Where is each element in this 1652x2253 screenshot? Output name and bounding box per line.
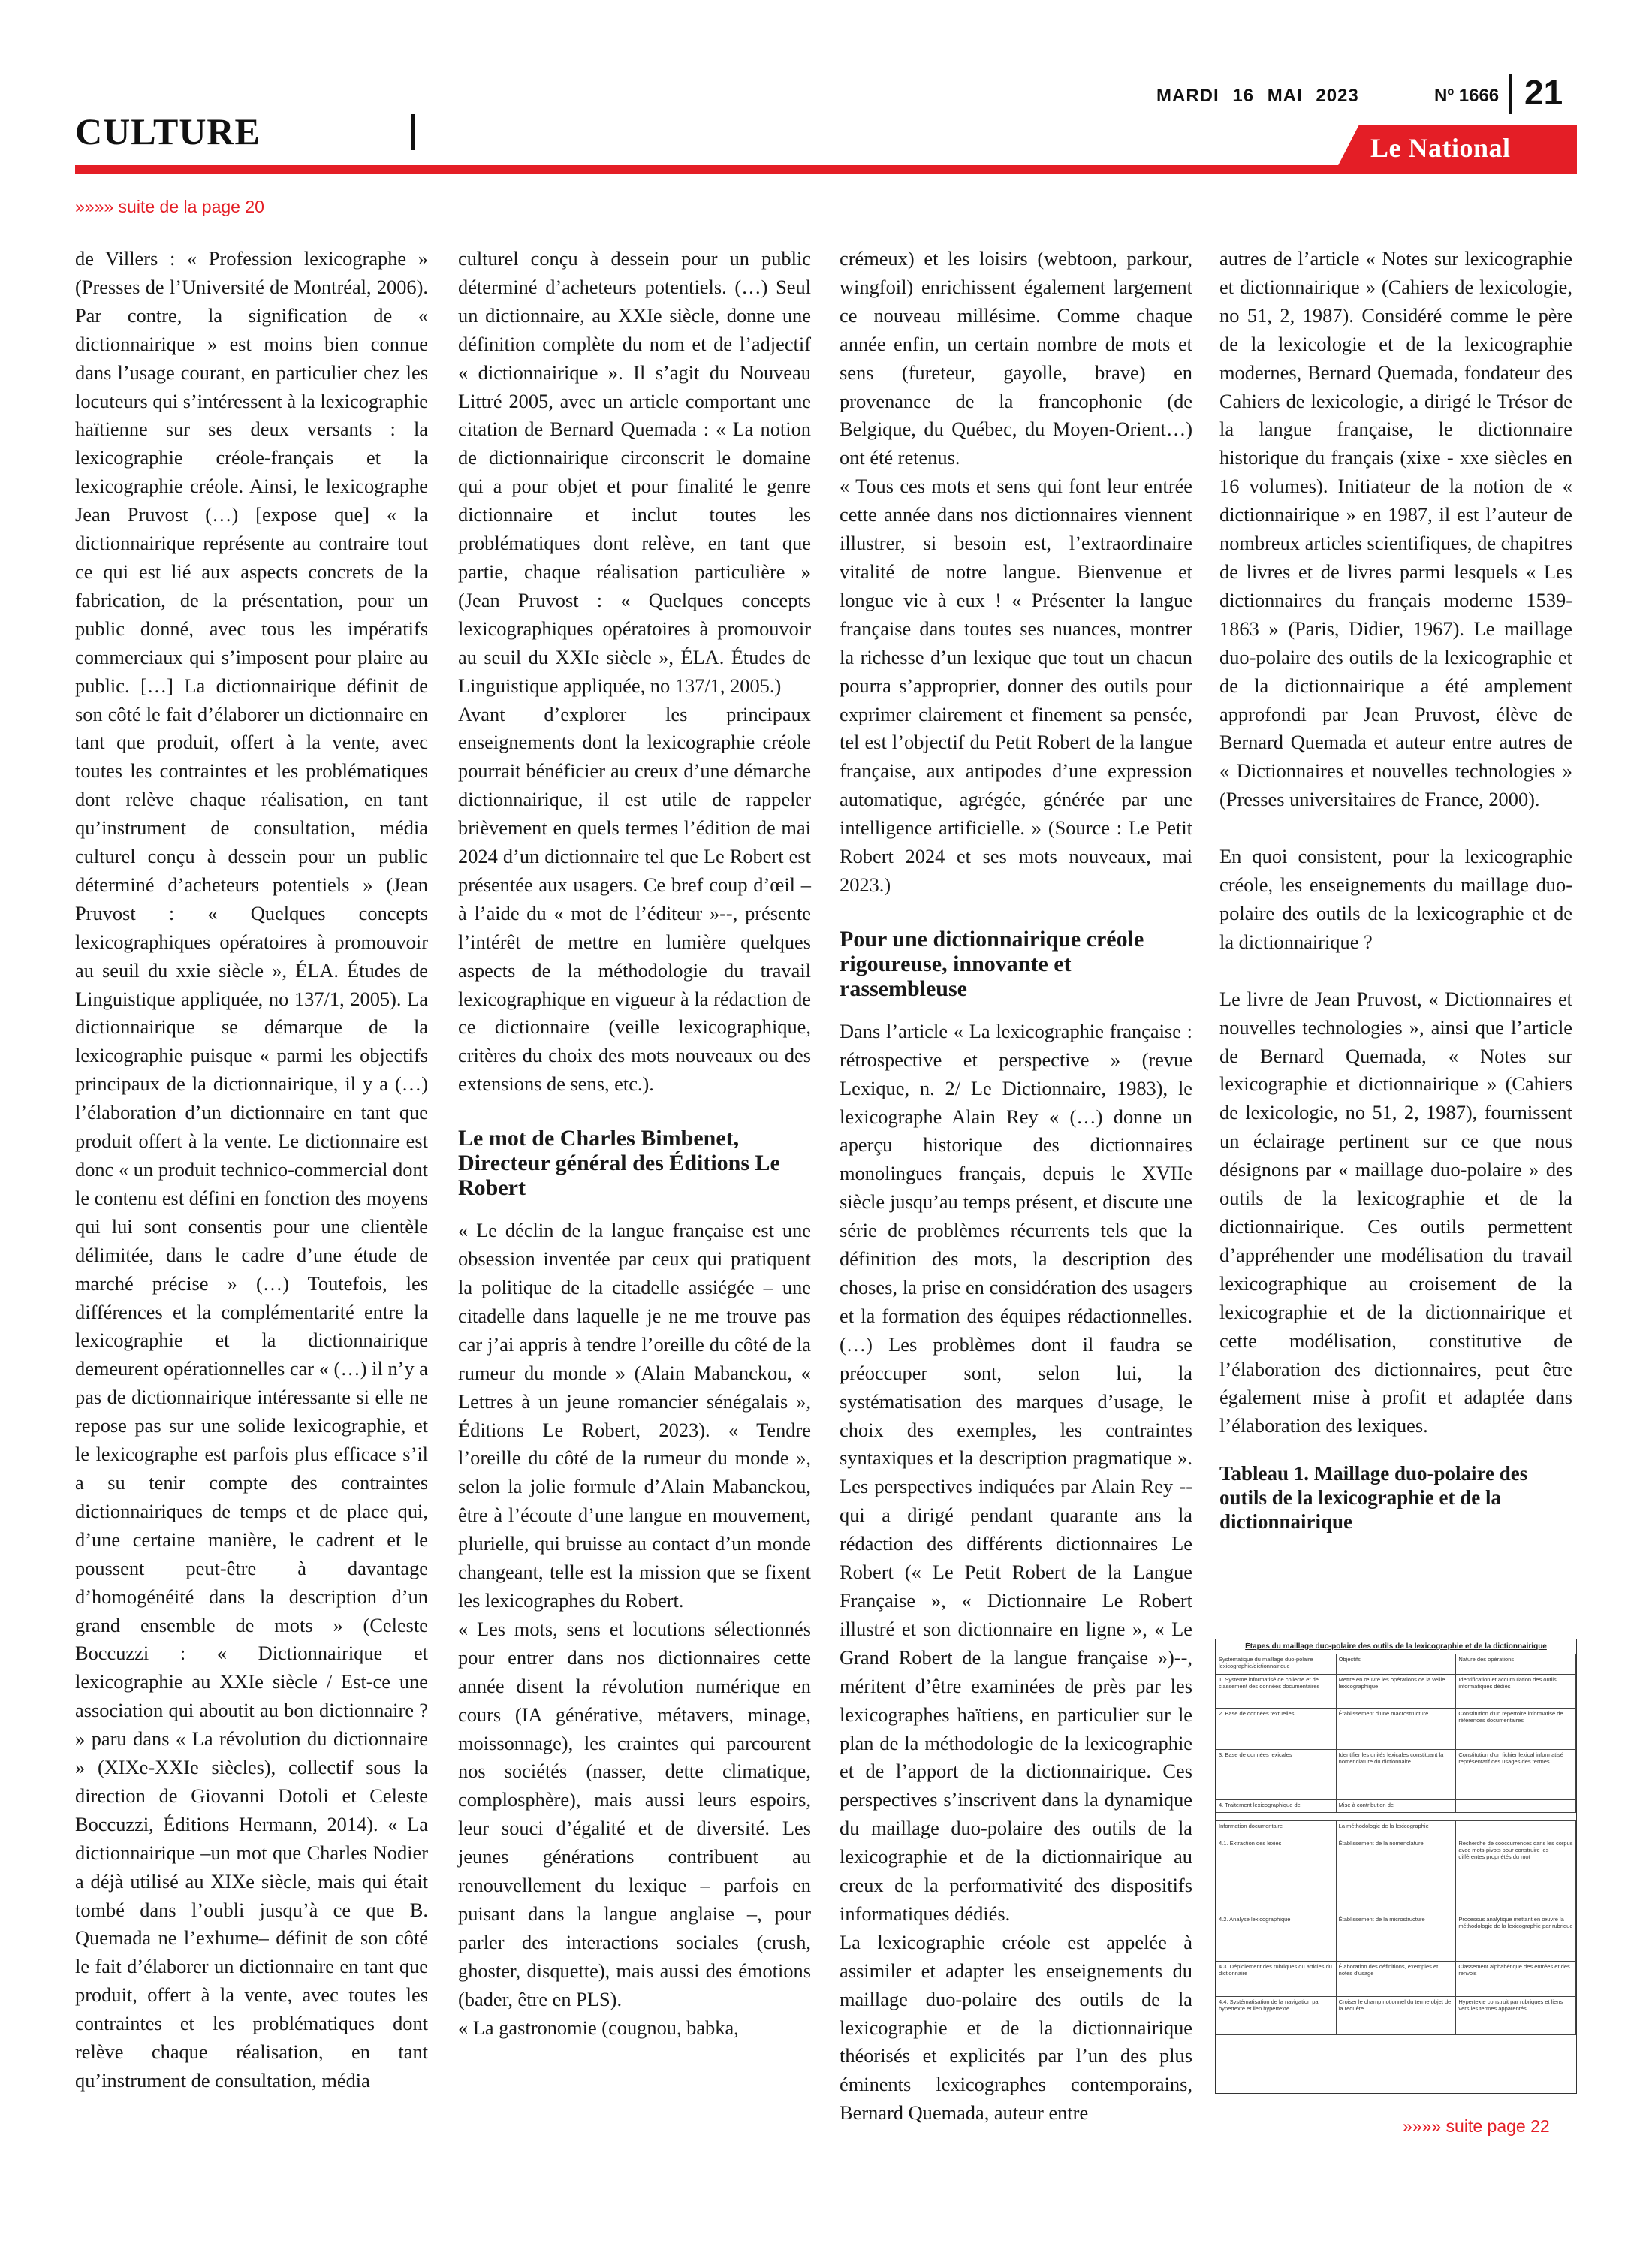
issue-date: MARDI 16 MAI 2023: [1156, 86, 1359, 106]
article-column-4: [1219, 245, 1572, 1543]
table-part-1: [1216, 1654, 1576, 1813]
continued-on-link[interactable]: »»»» suite page 22: [1403, 2116, 1550, 2136]
table-cell: Processus analytique mettant en œuvre la méthodologie de la lexicographie par rubrique: [1456, 1914, 1576, 1962]
table-row: [1216, 1962, 1576, 1997]
table-cell: 4.4. Systématisation de la navigation par hypertexte et lien hypertexte: [1216, 1997, 1337, 2035]
paragraph: « La gastronomie (cougnou, babka,: [458, 2016, 739, 2039]
article-column-3: [840, 245, 1192, 2128]
table-cell: 4.2. Analyse lexicographique: [1216, 1914, 1337, 1962]
article-column-1: [75, 245, 428, 2095]
table-cell: Établissement d’une macrostructure: [1336, 1709, 1456, 1750]
paragraph: En quoi consistent, pour la lexicographie créole, les enseignements du maillage duo-polaire des outils de la lexicographie et de la dictionnairique ?: [1219, 845, 1572, 953]
table-cell: 4.1. Extraction des lexies: [1216, 1838, 1337, 1914]
paragraph: « Le déclin de la langue française est une obsession inventée par ceux qui pratiquent la politique de la citadelle assiégée – une citadelle dans laquelle je ne me trouve pas car j’ai appris à tendre l’oreille du côté de la rumeur du monde » (Alain Mabanckou, « Lettres à un jeune romancier sénégalais », Éditions Le Robert, 2023). « Tendre l’oreille du côté de la rumeur du monde », selon la jolie formule d’Alain Mabanckou, être à l’écoute d’une langue en mouvement, plurielle, qui bruisse au contact d’un monde changeant, telle est la mission que se fixent les lexicographes du Robert.: [458, 1219, 811, 1612]
table-cell: Objectifs: [1336, 1654, 1456, 1675]
table-part-2: [1216, 1820, 1576, 2035]
table-row: [1216, 1800, 1576, 1813]
brand-logo: Le National: [1370, 133, 1511, 163]
table-cell: Constitution d’un répertoire informatisé de références documentaires: [1456, 1709, 1576, 1750]
table-cell: Information documentaire: [1216, 1821, 1337, 1838]
table-title: Étapes du maillage duo-polaire des outils de la lexicographie et de la dictionnairique: [1245, 1642, 1547, 1651]
table-row: [1216, 1750, 1576, 1800]
article-column-2: [458, 245, 811, 2042]
table-cell: Recherche de cooccurrences dans les corpus avec mots-pivots pour construire les différentes propriétés du mot: [1456, 1838, 1576, 1914]
paragraph: de Villers : « Profession lexicographe » (Presses de l’Université de Montréal, 2006). Par contre, la signification de « dictionnairique » est moins bien connue dans l’usage courant, en particulier chez les locuteurs qui s’intéressent à la lexicographie haïtienne sur ses deux versants : la lexicographie créole-français et la lexicographie créole. Ainsi, le lexicographe Jean Pruvost (…) [expose que] « la dictionnairique représente au contraire tout ce qui est lié aux aspects concrets de la fabrication, de la présentation, pour un public donné, avec tous les impératifs commerciaux qui s’imposent pour plaire au public. […] La dictionnairique définit de son côté le fait d’élaborer un dictionnaire en tant que produit, offert à la vente, avec toutes les contraintes et les problématiques dont relève chaque réalisation, en tant qu’instrument de consultation, média culturel conçu à dessein pour un public déterminé d’acheteurs potentiels » (Jean Pruvost : « Quelques concepts lexicographiques opératoires à promouvoir au seuil du xxie siècle », ÉLA. Études de Linguistique appliquée, no 137/1, 2005). La dictionnairique se démarque de la lexicographie puisque « parmi les objectifs principaux de la dictionnairique, il y a (…) l’élaboration d’un dictionnaire en tant que produit offert à la vente. Le dictionnaire est donc « un produit technico-commercial dont le contenu est défini en fonction des moyens qui lui sont consentis pour une clientèle délimitée, dans le cadre d’une étude de marché précise » (…) Toutefois, les différences et la complémentarité entre la lexicographie et la dictionnairique demeurent opérationnelles car « (…) il n’y a pas de dictionnairique intéressante si elle ne repose pas sur une solide lexicographie, et le lexicographe est parfois plus efficace s’il a su tenir compte des contraintes dictionnairiques de temps et de place qui, d’une certaine manière, le cadrent et le poussent peut-être à davantage d’homogénéité dans la description d’un grand ensemble de mots » (Celeste Boccuzzi : « Dictionnairique et lexicographie au XXIe siècle / Est-ce une association qui aboutit au bon dictionnaire ? » paru dans « La révolution du dictionnaire » (XIXe-XXIe siècles), collectif sous la direction de Giovanni Dotoli et Celeste Boccuzzi, Éditions Hermann, 2014). « La dictionnairique –un mot que Charles Nodier a déjà utilisé au XIXe siècle, mais qui était tombé dans l’oubli jusqu’à ce que B. Quemada ne l’exhume– définit de son côté le fait d’élaborer un dictionnaire en tant que produit, offert à la vente, avec toutes les contraintes et les problématiques dont relève chaque réalisation, en tant qu’instrument de consultation, média: [75, 247, 428, 2092]
table-cell: Identifier les unités lexicales constituant la nomenclature du dictionnaire: [1336, 1750, 1456, 1800]
table-cell: [1456, 1821, 1576, 1838]
issue-number: Nº 1666: [1434, 86, 1500, 106]
table-cell: Systématique du maillage duo-polaire lexicographie/dictionnairique: [1216, 1654, 1337, 1675]
table-cell: 4. Traitement lexicographique de: [1216, 1800, 1337, 1813]
table-figure: [1215, 1639, 1577, 2094]
table-cell: [1456, 1800, 1576, 1813]
table-cell: Établissement de la microstructure: [1336, 1914, 1456, 1962]
table-cell: Mise à contribution de: [1336, 1800, 1456, 1813]
table-cell: 4.3. Déploiement des rubriques ou articles du dictionnaire: [1216, 1962, 1337, 1997]
page-number: 21: [1524, 73, 1563, 112]
table-cell: 2. Base de données textuelles: [1216, 1709, 1337, 1750]
paragraph: « Les mots, sens et locutions sélectionnés pour entrer dans nos dictionnaires cette année disent la révolution numérique en cours (IA générative, métavers, minage, moissonnage), les craintes qui parcourent nos sociétés (nasser, dette climatique, complosphère), mais aussi leurs espoirs, leur souci d’égalité et de diversité. Les jeunes générations contribuent au renouvellement du lexique – parfois en puisant dans la langue anglaise –, pour parler des interactions sociales (crush, ghoster, disquette), mais aussi des émotions (bader, être en PLS).: [458, 1617, 811, 2010]
table-row: [1216, 1838, 1576, 1914]
table-cell: Constitution d’un fichier lexical informatisé représentatif des usages des termes: [1456, 1750, 1576, 1800]
table-caption: Tableau 1. Maillage duo-polaire des outils de la lexicographie et de la dictionnairique: [1219, 1462, 1528, 1534]
subheading: Le mot de Charles Bimbenet, Directeur général des Éditions Le Robert: [458, 1126, 780, 1201]
section-title-separator: [411, 114, 415, 150]
table-row: [1216, 1654, 1576, 1675]
paragraph: autres de l’article « Notes sur lexicographie et dictionnairique » (Cahiers de lexicologie, no 51, 2, 1987). Considéré comme le père de la lexicologie et de la lexicographie modernes, Bernard Quemada, fondateur des Cahiers de lexicologie, a dirigé le Trésor de la langue française, le dictionnaire historique du français (xixe - xxe siècles en 16 volumes). Initiateur de la notion de « dictionnairique » en 1987, il est l’auteur de nombreux articles scientifiques, de chapitres de livres et de livres parmi lesquels « Les dictionnaires du français moderne 1539-1863 » (Paris, Didier, 1967). Le maillage duo-polaire des outils de la lexicographie et de la dictionnairique a été amplement approfondi par Jean Pruvost, élève de Bernard Quemada et auteur entre autres de « Dictionnaires et nouvelles technologies » (Presses universitaires de France, 2000).: [1219, 247, 1572, 811]
table-cell: Établissement de la nomenclature: [1336, 1838, 1456, 1914]
table-row: [1216, 1821, 1576, 1838]
table-cell: Identification et accumulation des outils informatiques dédiés: [1456, 1675, 1576, 1709]
table-row: [1216, 1997, 1576, 2035]
table-cell: Croiser le champ notionnel du terme objet de la requête: [1336, 1997, 1456, 2035]
paragraph: La lexicographie créole est appelée à assimiler et adapter les enseignements du maillage duo-polaire des outils de la lexicographie et de la dictionnairique théorisés et explicités par l’un des plus éminents lexicographes contemporains, Bernard Quemada, auteur entre: [840, 1930, 1192, 2125]
table-row: [1216, 1914, 1576, 1962]
table-cell: 1. Système informatisé de collecte et de classement des données documentaires: [1216, 1675, 1337, 1709]
paragraph: culturel conçu à dessein pour un public déterminé d’acheteurs potentiels. (…) Seul un dictionnaire, au XXIe siècle, donne une définition complète du nom et de l’adjectif « dictionnairique ». Il s’agit du Nouveau Littré 2005, avec un article comportant une citation de Bernard Quemada : « La notion de dictionnairique circonscrit le domaine qui a pour objet et pour finalité le genre dictionnaire et inclut toutes les problématiques dont relève, en tant que partie, chaque réalisation particulière » (Jean Pruvost : « Quelques concepts lexicographiques opératoires à promouvoir au seuil du XXIe siècle », ÉLA. Études de Linguistique appliquée, no 137/1, 2005.): [458, 247, 811, 697]
table-cell: La méthodologie de la lexicographie: [1336, 1821, 1456, 1838]
paragraph: Avant d’explorer les principaux enseignements dont la lexicographie créole pourrait bénéficier au creux d’une démarche dictionnairique, il est utile de rappeler brièvement en quels termes l’édition de mai 2024 d’un dictionnaire tel que Le Robert est présentée aux usagers. Ce bref coup d’œil –à l’aide du « mot de l’éditeur »--, présente l’intérêt de mettre en lumière quelques aspects de la méthodologie du travail lexicographique en vigueur à la rédaction de ce dictionnaire (veille lexicographique, critères du choix des mots nouveaux ou des extensions de sens, etc.).: [458, 702, 811, 1096]
section-title: CULTURE: [75, 110, 261, 152]
table-cell: Classement alphabétique des entrées et des renvois: [1456, 1962, 1576, 1997]
table-cell: Nature des opérations: [1456, 1654, 1576, 1675]
table-cell: Hypertexte construit par rubriques et liens vers les termes apparentés: [1456, 1997, 1576, 2035]
paragraph: crémeux) et les loisirs (webtoon, parkour, wingfoil) enrichissent également largement ce nouveau millésime. Comme chaque année enfin, un certain nombre de mots et sens (fureteur, gayolle, brave) en provenance de la francophonie (de Belgique, du Québec, du Moyen-Orient…) ont été retenus.: [840, 247, 1192, 469]
paragraph: Le livre de Jean Pruvost, « Dictionnaires et nouvelles technologies », ainsi que l’article de Bernard Quemada, « Notes sur lexicographie et dictionnairique » (Cahiers de lexicologie, no 51, 2, 1987), fournissent un éclairage pertinent sur ce que nous désignons par « maillage duo-polaire » des outils de la lexicographie et de la dictionnairique. Ces outils permettent d’appréhender une modélisation du travail lexicographique au croisement de la lexicographie et de la dictionnairique et cette modélisation, constitutive de l’élaboration des dictionnaires, peut être également mise à profit et adaptée dans l’élaboration des lexiques.: [1219, 987, 1572, 1437]
page-number-separator: [1509, 74, 1512, 114]
continued-from-link[interactable]: »»»» suite de la page 20: [75, 197, 264, 216]
paragraph: Dans l’article « La lexicographie française : rétrospective et perspective » (revue Lexique, n. 2/ Le Dictionnaire, 1983), le lexicographe Alain Rey « (…) donne un aperçu historique des dictionnaires monolingues français, depuis le XVIIe siècle jusqu’au temps présent, et discute une série de problèmes récurrents tels que la définition des mots, la description des choses, la prise en considération des usagers et la formation des équipes rédactionnelles. (…) Les problèmes dont il faudra se préoccuper sont, selon lui, la systématisation des marques d’usage, le choix des exemples, les contraintes syntaxiques et la description pragmatique ». Les perspectives indiquées par Alain Rey --qui a dirigé pendant quarante ans la rédaction des différents dictionnaires Le Robert (« Le Petit Robert de la Langue Française », « Dictionnaire Le Robert illustré et son dictionnaire en ligne », « Le Grand Robert de la langue française »)--, méritent d’être examinées de près par les lexicographes haïtiens, en particulier sur le plan de la méthodologie de la lexicographie et de l’apport de la dictionnairique. Ces perspectives s’inscrivent dans la dynamique du maillage duo-polaire des outils de la lexicographie et de la dictionnairique au creux de la performativité des dispositifs informatiques dédiés.: [840, 1019, 1192, 1925]
table-row: [1216, 1709, 1576, 1750]
subheading: Pour une dictionnairique créole rigoureuse, innovante et rassembleuse: [840, 926, 1144, 1001]
paragraph: « Tous ces mots et sens qui font leur entrée cette année dans nos dictionnaires viennent illustrer, si besoin est, l’extraordinaire vitalité de notre langue. Bienvenue et longue vie à eux ! « Présenter la langue française dans toutes ses nuances, montrer la richesse d’un lexique que tout un chacun pourra s’approprier, donner des outils pour exprimer clairement et finement sa pensée, tel est l’objectif du Petit Robert de la langue française, aux antipodes d’une expression automatique, agrégée, générée par une intelligence artificielle. » (Source : Le Petit Robert 2024 et ses mots nouveaux, mai 2023.): [840, 475, 1192, 896]
table-row: [1216, 1675, 1576, 1709]
table-cell: 3. Base de données lexicales: [1216, 1750, 1337, 1800]
table-cell: Mettre en œuvre les opérations de la veille lexicographique: [1336, 1675, 1456, 1709]
table-cell: Élaboration des définitions, exemples et notes d’usage: [1336, 1962, 1456, 1997]
